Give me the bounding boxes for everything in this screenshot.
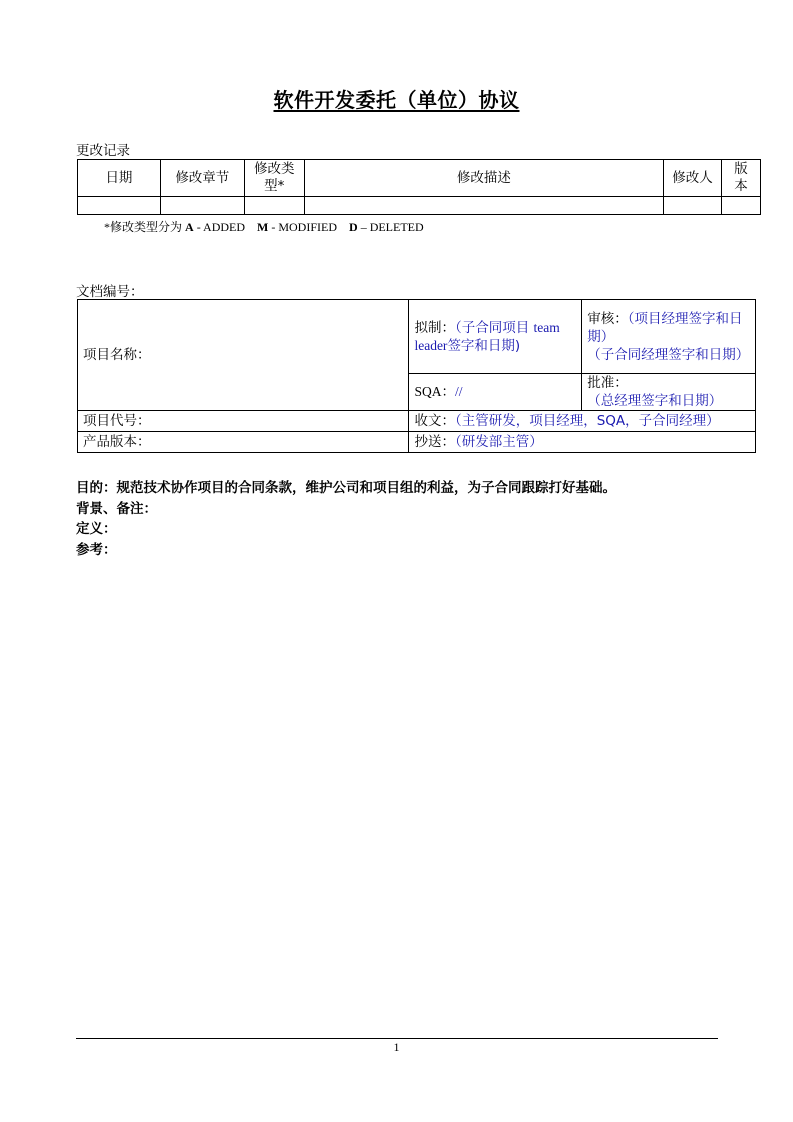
approve-cell: [582, 374, 756, 411]
project-name-label: 项目名称：: [83, 347, 151, 363]
note-prefix: *修改类型分为: [104, 220, 183, 234]
note-m-text: - MODIFIED: [268, 220, 338, 234]
approve-value: （总经理签字和日期）: [587, 393, 723, 409]
cell-chapter: [160, 197, 244, 215]
note-a-key: A: [185, 220, 194, 234]
header-version-line2: 本: [734, 178, 748, 194]
review-value-1: （项目经理签字和日期）: [587, 310, 743, 345]
change-type-note: [104, 218, 424, 235]
purpose-paragraph: 目的：规范技术协作项目的合同条款，维护公司和项目组的利益，为子合同跟踪打好基础。: [76, 480, 616, 496]
sqa-value: //: [454, 384, 463, 399]
header-type-line2: 型*: [264, 178, 285, 194]
change-log-table: [77, 159, 761, 215]
receive-label: 收文：: [414, 413, 455, 429]
review-cell: [582, 300, 756, 374]
reference-heading: 参考：: [76, 542, 117, 558]
header-chapter: 修改章节: [160, 160, 244, 197]
draft-label: 拟制：: [414, 319, 455, 336]
product-version-label: 产品版本：: [83, 434, 151, 450]
draft-value-3: leader: [414, 337, 448, 353]
cell-date: [78, 197, 161, 215]
product-version-cell: [78, 432, 409, 453]
sqa-cell: [409, 374, 582, 411]
header-version: [722, 160, 761, 197]
cell-type: [244, 197, 304, 215]
note-d-text: – DELETED: [357, 220, 424, 234]
review-value-2: （子合同经理签字和日期）: [587, 346, 750, 363]
change-log-label: 更改记录: [76, 143, 130, 159]
draft-value-4: 签字和日期): [447, 337, 521, 354]
note-m-key: M: [257, 220, 269, 234]
approve-label: 批准：: [587, 375, 628, 391]
header-version-line1: 版: [734, 161, 748, 177]
change-log-header-row: [78, 160, 761, 197]
project-code-cell: [78, 411, 409, 432]
note-d-key: D: [349, 220, 358, 234]
header-author: 修改人: [664, 160, 722, 197]
draft-value-2: team: [533, 319, 560, 335]
draft-cell: [409, 300, 582, 374]
doc-number-label: 文档编号：: [76, 284, 144, 300]
header-type: [244, 160, 304, 197]
document-title: 软件开发委托（单位）协议: [273, 88, 520, 112]
page-number: 1: [393, 1040, 400, 1054]
cell-version: [722, 197, 761, 215]
note-a-text: - ADDED: [193, 220, 246, 234]
sqa-label: SQA：: [414, 384, 455, 399]
header-description: 修改描述: [304, 160, 663, 197]
review-label: 审核：: [587, 310, 628, 327]
project-name-cell: [78, 300, 409, 411]
receive-cell: [409, 411, 756, 432]
footer-divider: [76, 1038, 718, 1039]
cell-description: [304, 197, 663, 215]
background-heading: 背景、备注：: [76, 501, 157, 517]
header-type-line1: 修改类: [253, 161, 295, 177]
receive-value: （主管研发，项目经理，SQA，子合同经理）: [454, 413, 720, 429]
cell-author: [664, 197, 722, 215]
cc-cell: [409, 432, 756, 453]
cc-label: 抄送：: [414, 434, 455, 450]
project-code-label: 项目代号：: [83, 413, 151, 429]
draft-value-1: （子合同项目: [454, 319, 530, 336]
change-log-row: [78, 197, 761, 215]
definition-heading: 定义：: [76, 521, 117, 537]
cc-value: （研发部主管）: [454, 434, 543, 450]
header-date: 日期: [78, 160, 161, 197]
doc-info-table: [77, 299, 756, 453]
